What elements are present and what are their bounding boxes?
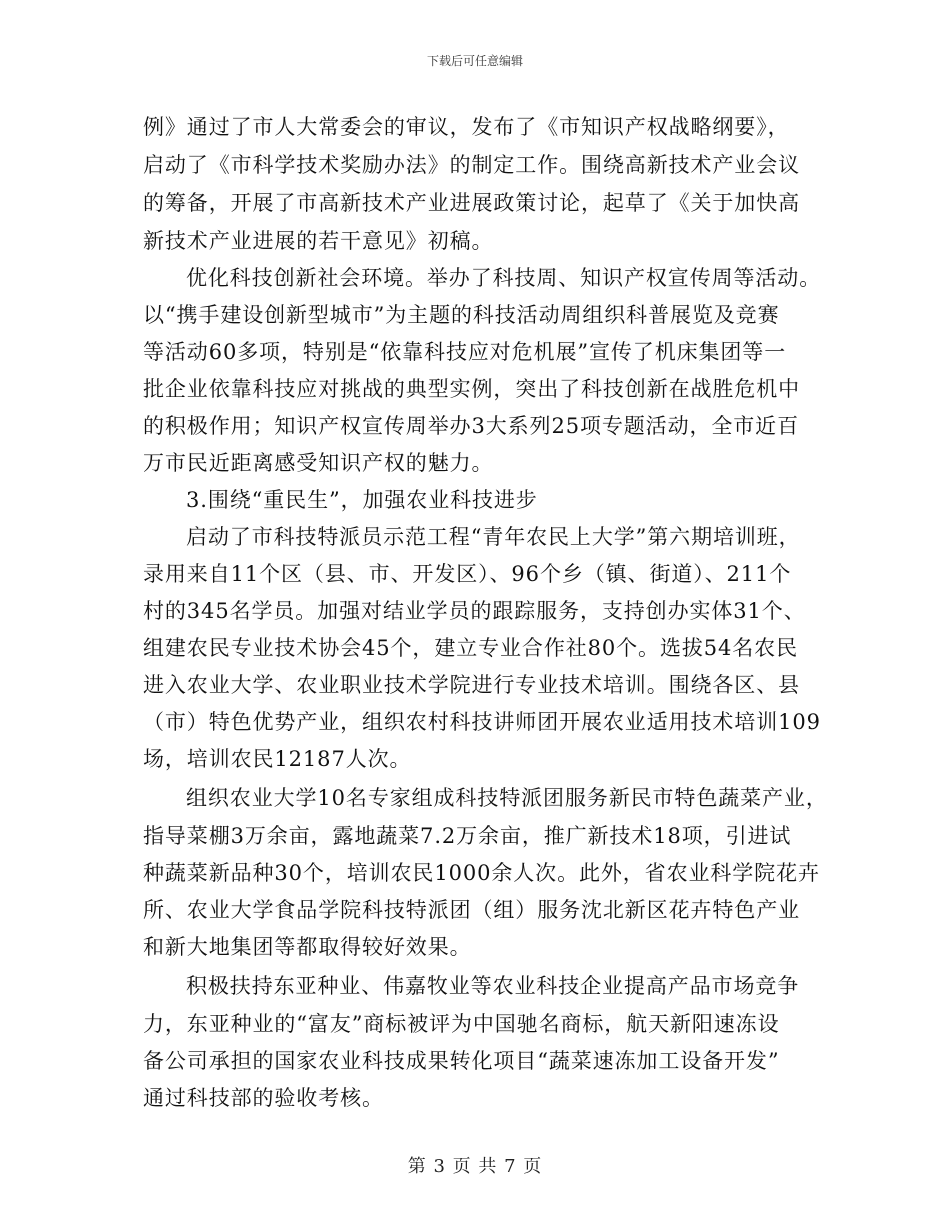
body-line: 的筹备，开展了市高新技术产业进展政策讨论，起草了《关于加快高 bbox=[143, 191, 800, 215]
body-line: 批企业依靠科技应对挑战的典型实例，突出了科技创新在战胜危机中 bbox=[143, 377, 800, 401]
page-number-footer: 第 3 页 共 7 页 bbox=[407, 1156, 543, 1177]
body-line: （市）特色优势产业，组织农村科技讲师团开展农业适用技术培训109 bbox=[143, 710, 821, 734]
body-line: 通过科技部的验收考核。 bbox=[143, 1086, 384, 1110]
body-line: 所、农业大学食品学院科技特派团（组）服务沈北新区花卉特色产业 bbox=[143, 898, 800, 922]
body-line: 进入农业大学、农业职业技术学院进行专业技术培训。围绕各区、县 bbox=[143, 673, 800, 697]
body-line: 组织农业大学10名专家组成科技特派团服务新民市特色蔬菜产业， bbox=[186, 786, 828, 810]
body-line: 和新大地集团等都取得较好效果。 bbox=[143, 935, 472, 959]
body-line: 万市民近距离感受知识产权的魅力。 bbox=[143, 451, 494, 475]
body-line: 等活动60多项，特别是“依靠科技应对危机展”宣传了机床集团等一 bbox=[143, 340, 787, 364]
body-line: 备公司承担的国家农业科技成果转化项目“蔬菜速冻加工设备开发” bbox=[143, 1049, 780, 1073]
body-line: 启动了市科技特派员示范工程“青年农民上大学”第六期培训班， bbox=[186, 525, 801, 549]
body-line: 的积极作用；知识产权宣传周举办3大系列25项专题活动，全市近百 bbox=[143, 414, 799, 438]
body-line: 录用来自11个区（县、市、开发区）、96个乡（镇、街道）、211个 bbox=[143, 562, 792, 586]
body-line: 种蔬菜新品种30个，培训农民1000余人次。此外，省农业科学院花卉 bbox=[143, 861, 820, 885]
body-line: 例》通过了市人大常委会的审议，发布了《市知识产权战略纲要》， bbox=[143, 115, 790, 139]
body-line: 场，培训农民12187人次。 bbox=[143, 747, 412, 771]
body-line: 组建农民专业技术协会45个，建立专业合作社80个。选拔54名农民 bbox=[143, 636, 798, 660]
page-header: 下载后可任意编辑 bbox=[426, 54, 523, 68]
body-line: 以“携手建设创新型城市”为主题的科技活动周组织科普展览及竞赛 bbox=[143, 303, 780, 327]
body-line: 村的345名学员。加强对结业学员的跟踪服务，支持创办实体31个、 bbox=[143, 599, 806, 623]
section-heading: 3.围绕“重民生”，加强农业科技进步 bbox=[186, 488, 538, 512]
body-line: 优化科技创新社会环境。举办了科技周、知识产权宣传周等活动。 bbox=[186, 266, 822, 290]
body-line: 新技术产业进展的若干意见》初稿。 bbox=[143, 229, 494, 253]
body-line: 指导菜棚3万余亩，露地蔬菜7.2万余亩，推广新技术18项，引进试 bbox=[143, 824, 792, 848]
body-line: 启动了《市科学技术奖励办法》的制定工作。围绕高新技术产业会议 bbox=[143, 153, 800, 177]
body-line: 力，东亚种业的“富友”商标被评为中国驰名商标，航天新阳速冻设 bbox=[143, 1012, 780, 1036]
body-line: 积极扶持东亚种业、伟嘉牧业等农业科技企业提高产品市场竞争 bbox=[186, 974, 800, 998]
